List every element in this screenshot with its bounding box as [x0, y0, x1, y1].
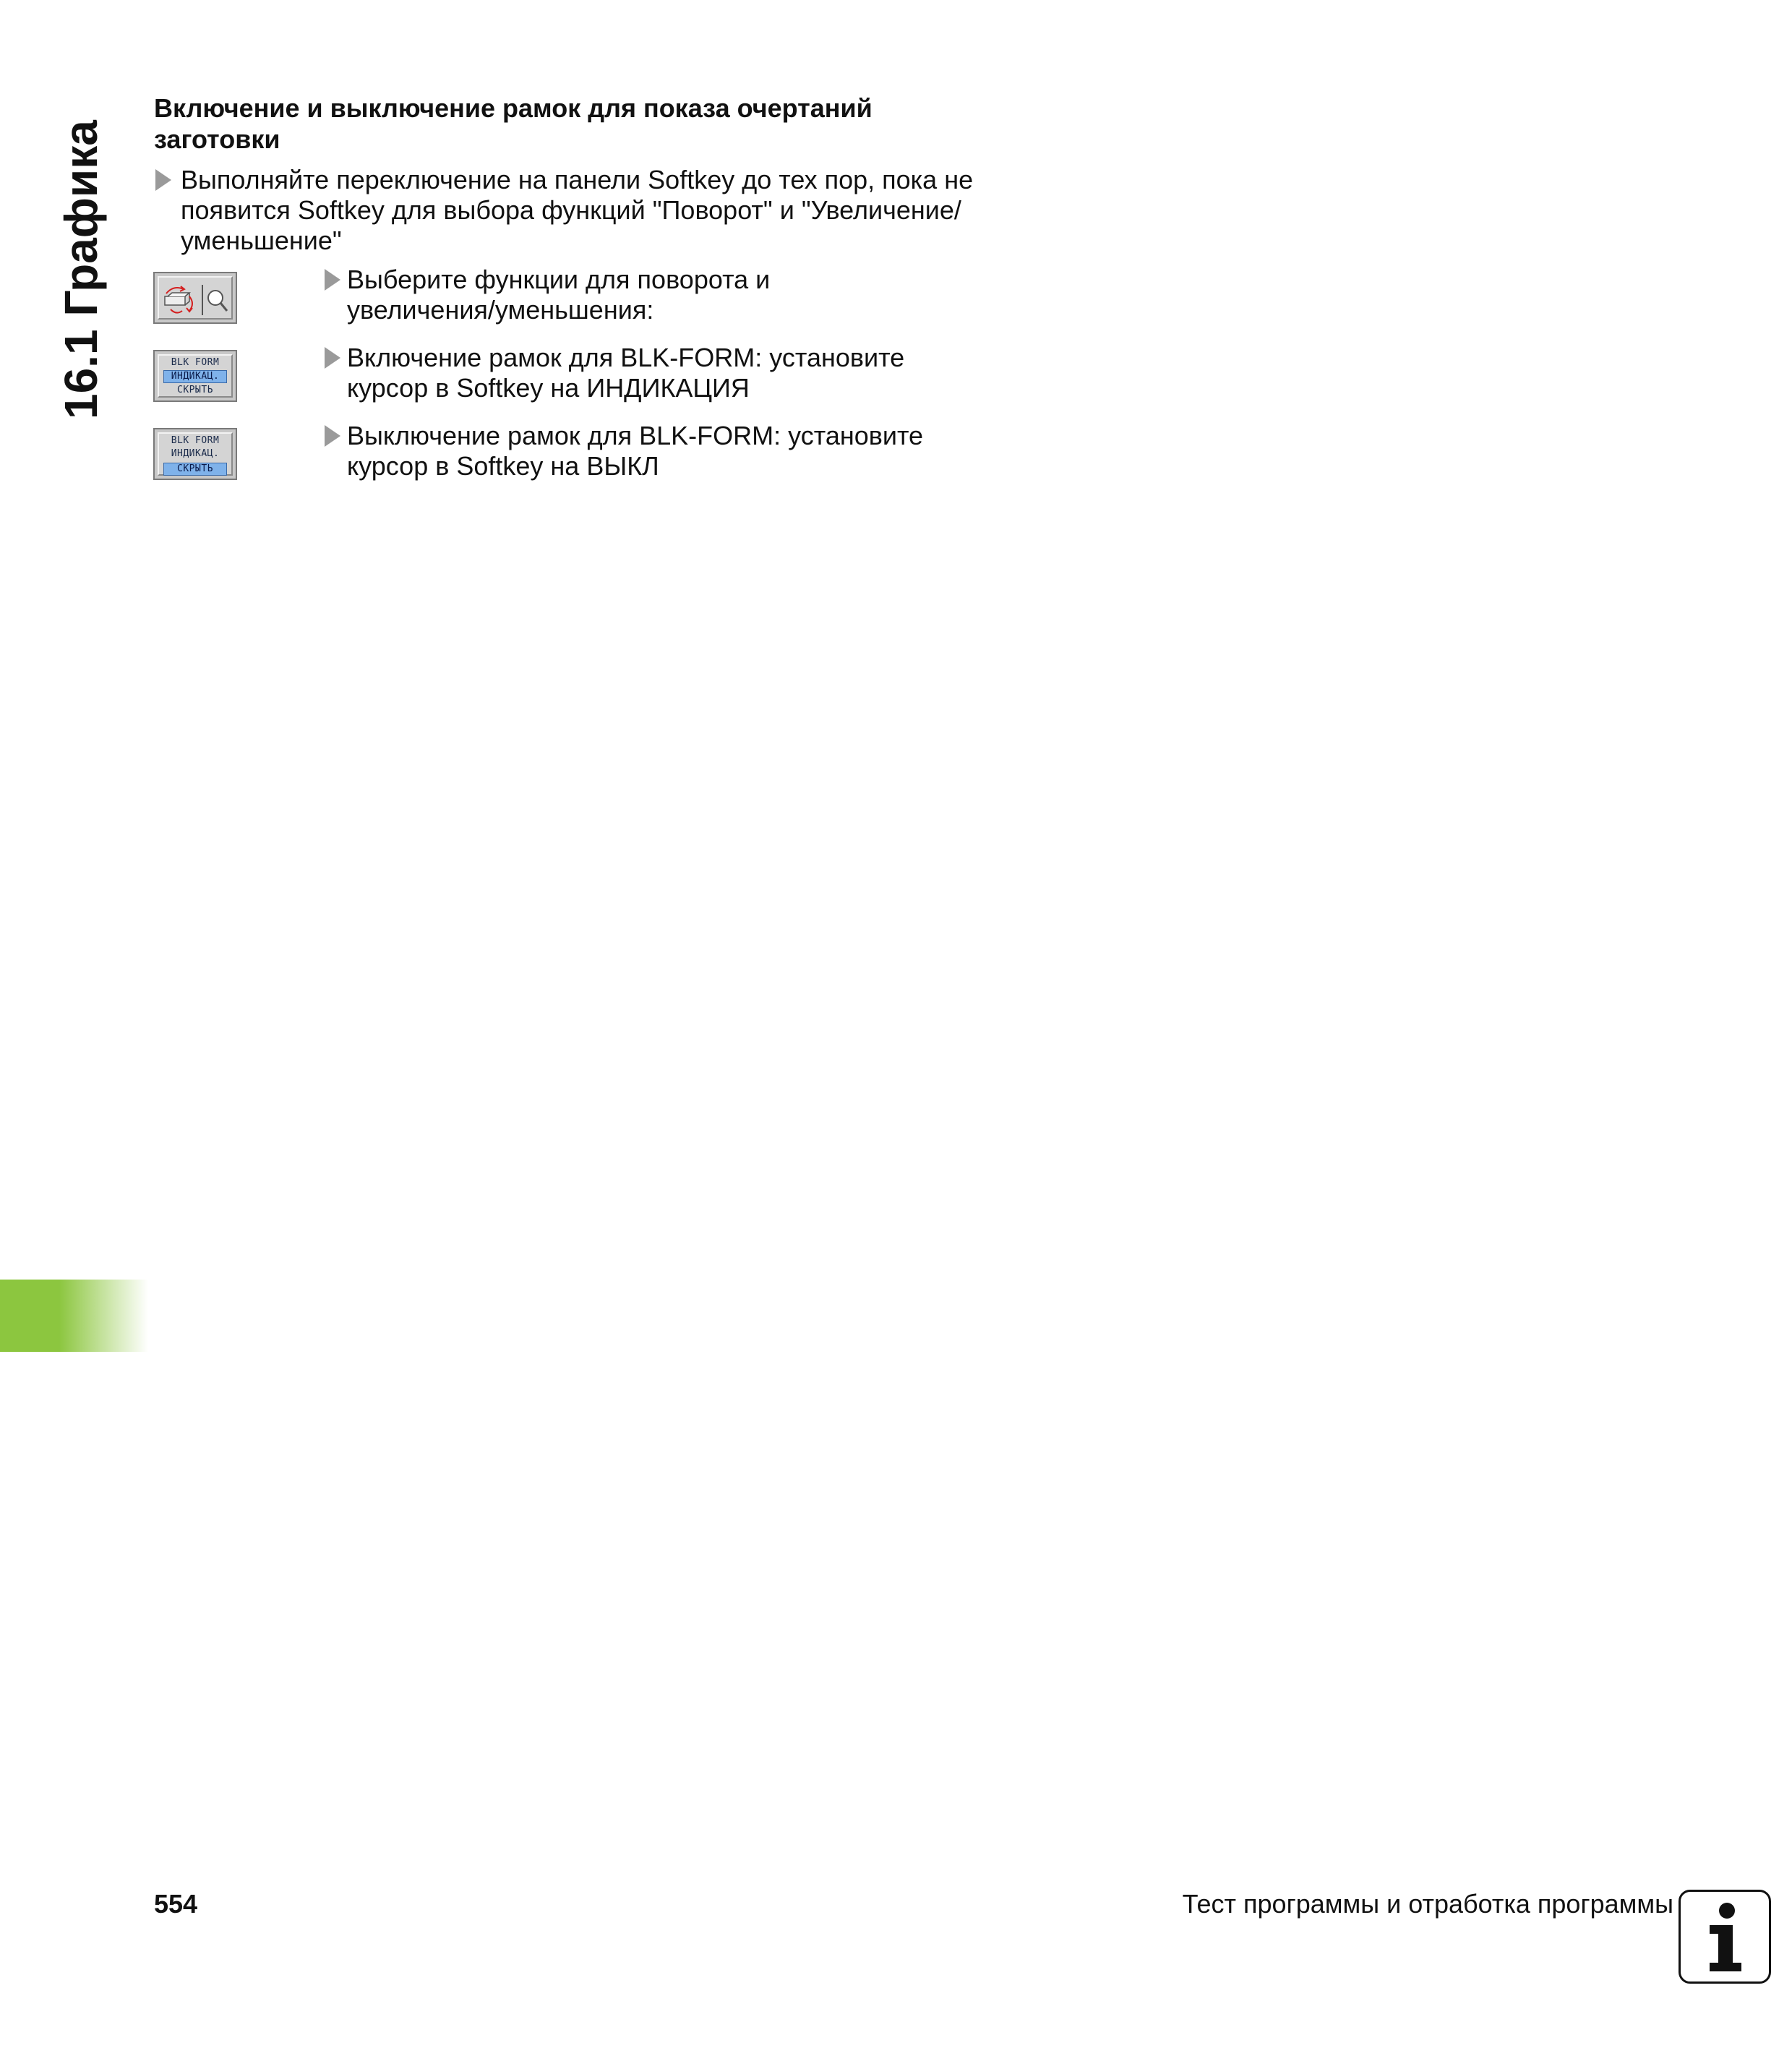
- blk-form-softkey-show[interactable]: [153, 350, 237, 402]
- chapter-tab-marker: [0, 1280, 148, 1352]
- info-icon: [1679, 1890, 1771, 1984]
- softkey-title: BLK FORM: [171, 357, 220, 368]
- page-number: 554: [154, 1889, 198, 1919]
- section-heading: Включение и выключение рамок для показа очертаний заготовки: [154, 93, 873, 154]
- chapter-title-footer: Тест программы и отработка программы: [1182, 1889, 1673, 1919]
- softkey-option-show: ИНДИКАЦ.: [163, 370, 227, 383]
- step-arrow-icon: [325, 347, 340, 369]
- step-arrow-icon: [325, 269, 340, 291]
- softkey-title: BLK FORM: [171, 435, 220, 446]
- softkey-option-hide: СКРЫТЬ: [163, 463, 227, 476]
- step-arrow-icon: [155, 169, 171, 191]
- step-arrow-icon: [325, 425, 340, 447]
- softkey-option-show: ИНДИКАЦ.: [171, 448, 220, 459]
- rotate-zoom-icon: [159, 278, 234, 321]
- step-text: Включение рамок для BLK-FORM: установите курсор в Softkey на ИНДИКАЦИЯ: [347, 343, 905, 403]
- intro-step-text: Выполняйте переключение на панели Softkey до тех пор, пока не появится Softkey для выбора функций "Поворот" и "Увеличение/уменьшение": [181, 165, 974, 255]
- rotate-zoom-softkey[interactable]: [153, 272, 237, 324]
- step-text: Выключение рамок для BLK-FORM: установите курсор в Softkey на ВЫКЛ: [347, 421, 924, 481]
- softkey-option-hide: СКРЫТЬ: [177, 385, 213, 395]
- step-text: Выберите функции для поворота и увеличения/уменьшения:: [347, 265, 771, 325]
- chapter-side-title: 16.1 Графика: [55, 120, 107, 419]
- blk-form-softkey-hide[interactable]: [153, 428, 237, 480]
